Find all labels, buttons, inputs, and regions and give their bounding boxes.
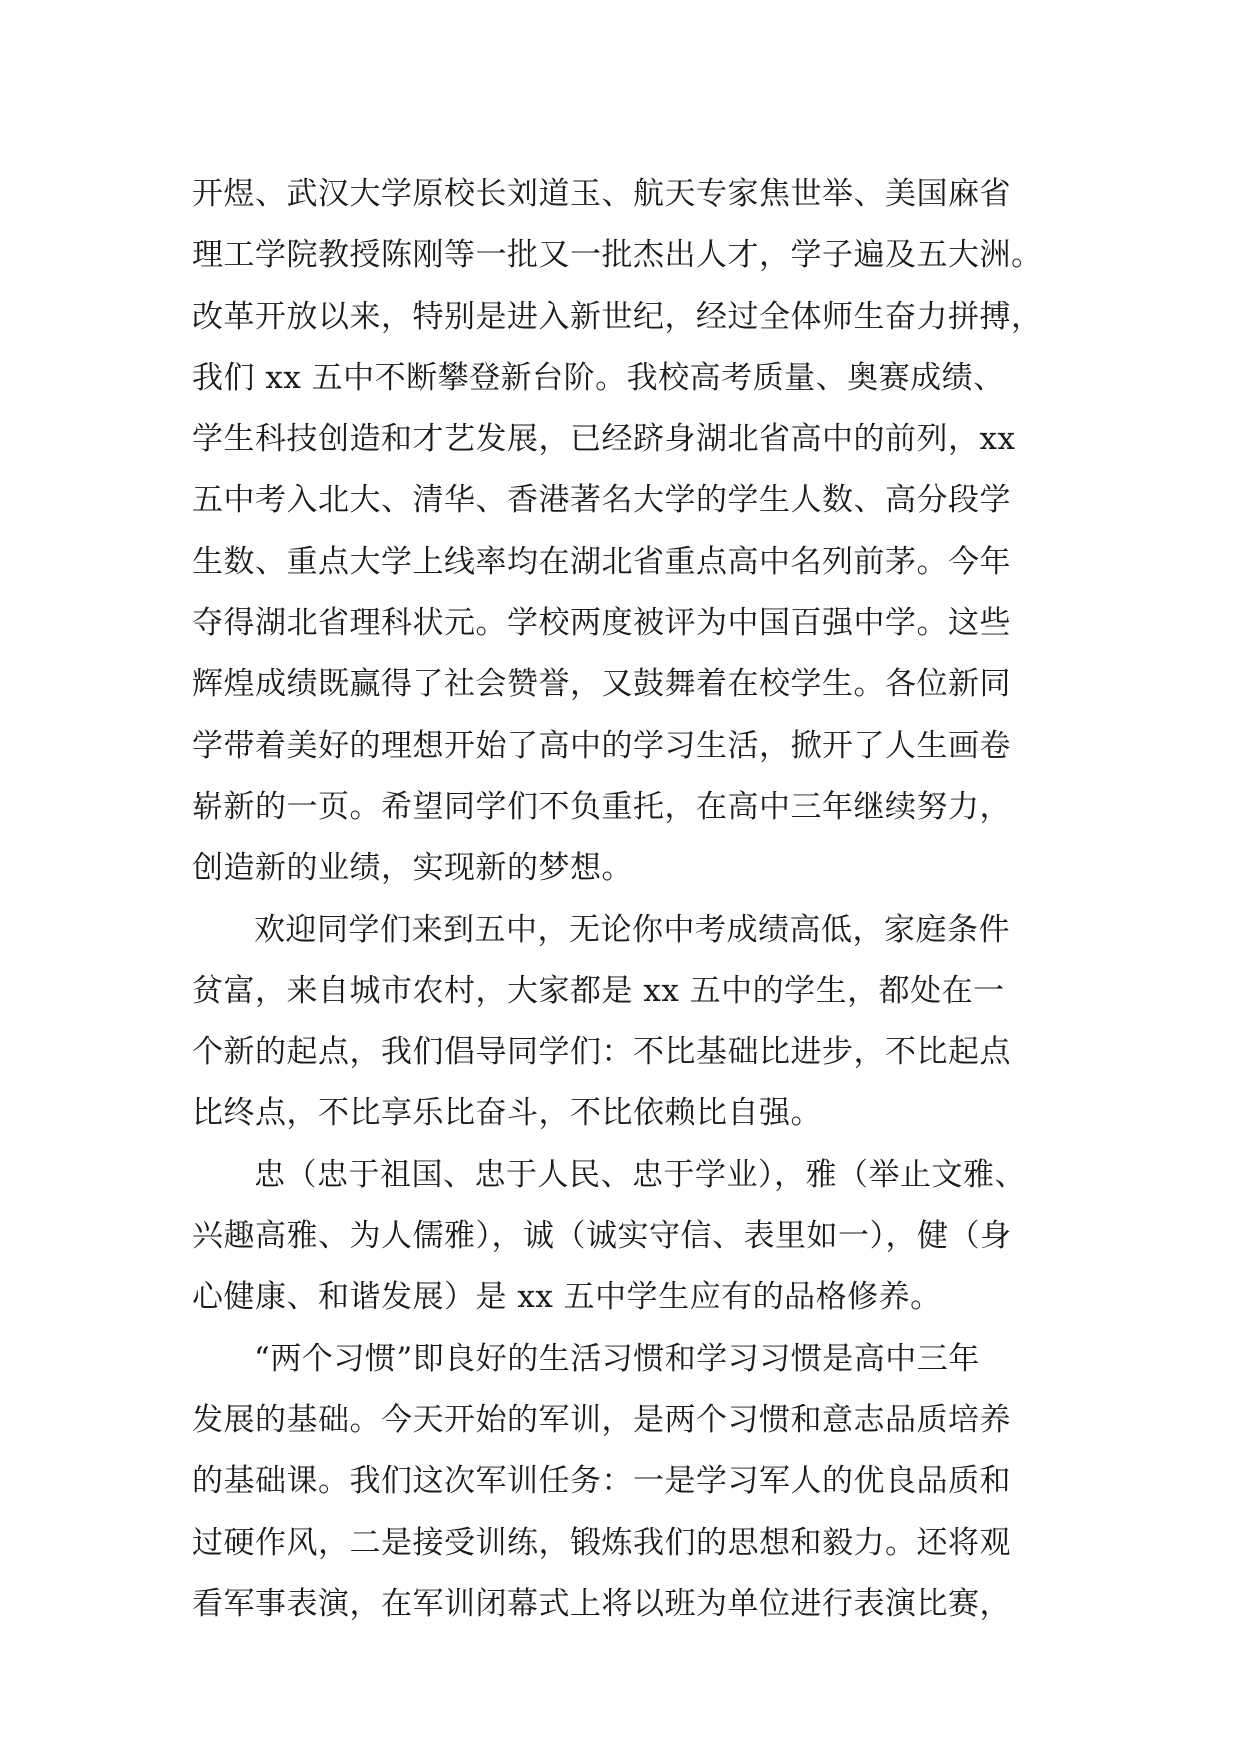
text-line: 学带着美好的理想开始了高中的学习生活，掀开了人生画卷 — [192, 727, 1011, 764]
text-line: 的基础课。我们这次军训任务：一是学习军人的优良品质和 — [192, 1463, 1011, 1500]
text-line: 看军事表演，在军训闭幕式上将以班为单位进行表演比赛， — [192, 1585, 1011, 1622]
text-line: 贫富，来自城市农村，大家都是 xx 五中的学生，都处在一 — [192, 972, 1005, 1009]
text-line: 理工学院教授陈刚等一批又一批杰出人才，学子遍及五大洲。 — [192, 237, 1043, 274]
text-line: 我们 xx 五中不断攀登新台阶。我校高考质量、奥赛成绩、 — [192, 359, 1005, 396]
body-text — [192, 164, 1072, 1635]
text-line: 过硬作风，二是接受训练，锻炼我们的思想和毅力。还将观 — [192, 1524, 1011, 1561]
text-line: 五中考入北大、清华、香港著名大学的学生人数、高分段学 — [192, 482, 1011, 519]
text-line: 生数、重点大学上线率均在湖北省重点高中名列前茅。今年 — [192, 543, 1011, 580]
text-line: 欢迎同学们来到五中，无论你中考成绩高低，家庭条件 — [254, 911, 1010, 948]
text-line: 开煜、武汉大学原校长刘道玉、航天专家焦世举、美国麻省 — [192, 176, 1011, 212]
text-line: 个新的起点，我们倡导同学们：不比基础比进步，不比起点 — [192, 1034, 1011, 1071]
text-line: 创造新的业绩，实现新的梦想。 — [192, 850, 633, 887]
text-line: 兴趣高雅、为人儒雅），诚（诚实守信、表里如一），健（身 — [192, 1218, 1012, 1255]
text-line: 学生科技创造和才艺发展，已经跻身湖北省高中的前列，xx — [192, 421, 1016, 458]
text-line: 辉煌成绩既赢得了社会赞誉，又鼓舞着在校学生。各位新同 — [192, 666, 1011, 703]
text-line: 发展的基础。今天开始的军训，是两个习惯和意志品质培养 — [192, 1401, 1011, 1438]
text-line: 心健康、和谐发展）是 xx 五中学生应有的品格修养。 — [192, 1279, 942, 1316]
text-line: 忠（忠于祖国、忠于人民、忠于学业），雅（举止文雅、 — [254, 1156, 1026, 1193]
text-line: 夺得湖北省理科状元。学校两度被评为中国百强中学。这些 — [192, 605, 1011, 642]
text-line: 改革开放以来，特别是进入新世纪，经过全体师生奋力拼搏， — [192, 298, 1043, 335]
text-line: 比终点，不比享乐比奋斗，不比依赖比自强。 — [192, 1095, 822, 1132]
text-line: “两个习惯”即良好的生活习惯和学习习惯是高中三年 — [254, 1340, 980, 1377]
text-line: 崭新的一页。希望同学们不负重托，在高中三年继续努力， — [192, 788, 1011, 825]
